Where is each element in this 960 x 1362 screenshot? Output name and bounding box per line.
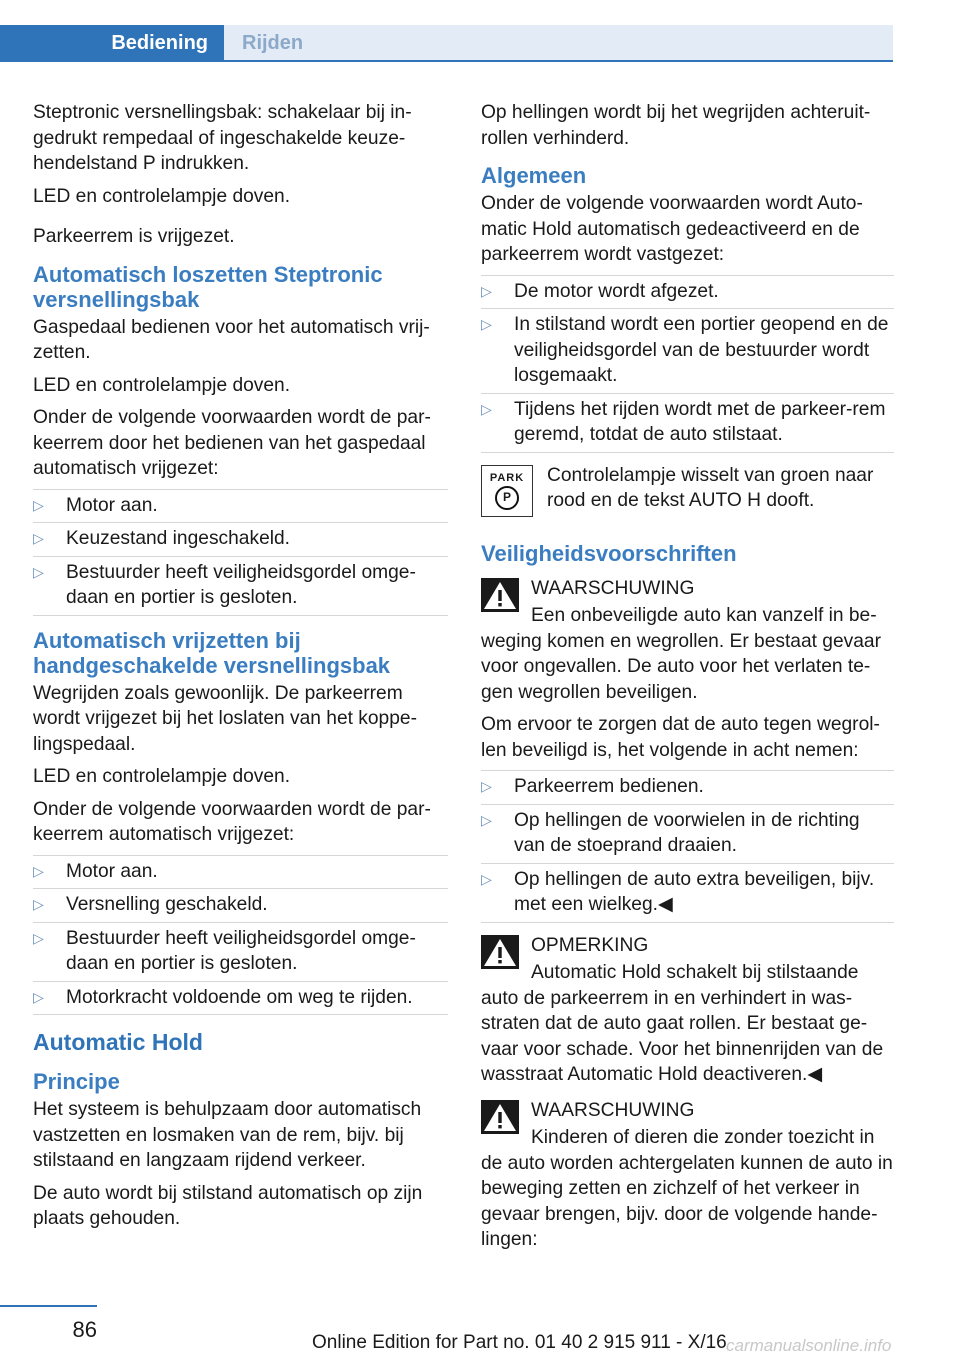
- triangle-bullet-icon: ▷: [481, 870, 492, 887]
- section-heading: Automatisch vrijzetten bij handgeschakelde versnellingsbak: [33, 627, 391, 678]
- triangle-bullet-icon: ▷: [481, 778, 492, 794]
- paragraph: LED en controlelampje doven.: [33, 766, 291, 787]
- list-item: ▷ Tijdens het rijden wordt met de parkeer‐rem geremd, totdat de auto stilstaat.: [481, 394, 894, 453]
- page-number: 86: [72, 1317, 97, 1342]
- section-heading: Automatisch loszetten Steptronic versnellingsbak: [33, 261, 383, 312]
- triangle-bullet-icon: ▷: [481, 400, 492, 417]
- list-item: ▷ Motor aan.: [33, 856, 448, 890]
- tab-rijden[interactable]: Rijden: [224, 25, 893, 61]
- warning-text: Kinderen of dieren die zonder toezicht in de auto worden achtergelaten kunnen de auto in beweging zetten en zichzelf of het verkeer in gevaar brengen, bijv. door de volgende hande‐lingen:: [481, 1127, 893, 1250]
- page-header: [0, 0, 960, 62]
- watermark: carmanualsonline.info: [726, 1336, 892, 1355]
- paragraph: Op hellingen wordt bij het wegrijden achteruit‐rollen verhinderd.: [481, 102, 871, 149]
- list-item: ▷ De motor wordt afgezet.: [481, 276, 894, 310]
- bullet-list: [481, 275, 894, 453]
- warning-block: [481, 576, 894, 706]
- triangle-bullet-icon: ▷: [481, 811, 492, 828]
- note-text: Automatic Hold schakelt bij stilstaande auto de parkeerrem in en verhindert in was‐straten dat de auto gaat rollen. Er bestaat ge‐vaar voor schade. Voor het binnenrijden van de wasstraat Automatic Hold deactiveren.◀: [481, 962, 884, 1085]
- page-number-rule: [0, 1305, 97, 1307]
- triangle-bullet-icon: ▷: [33, 496, 44, 513]
- warning-title: WAARSCHUWING: [531, 577, 695, 599]
- section-heading: Principe: [33, 1069, 120, 1094]
- tab-bediening[interactable]: Bediening: [0, 25, 224, 61]
- paragraph: De auto wordt bij stilstand automatisch op zijn plaats gehouden.: [33, 1182, 423, 1229]
- paragraph: Om ervoor te zorgen dat de auto tegen wegrol‐len beveiligd is, het volgende in acht nemen:: [481, 714, 880, 761]
- paragraph: Onder de volgende voorwaarden wordt de par‐keerrem door het bedienen van het gaspedaal automatisch vrijgezet:: [33, 407, 431, 479]
- triangle-bullet-icon: ▷: [33, 896, 44, 912]
- list-item: ▷ In stilstand wordt een portier geopend en de veiligheidsgordel van de bestuurder wordt losgemaakt.: [481, 309, 894, 394]
- note-title: OPMERKING: [531, 934, 649, 956]
- list-item: ▷ Motor aan.: [33, 490, 448, 524]
- triangle-bullet-icon: ▷: [33, 862, 44, 879]
- park-brake-icon: PARK P: [481, 465, 533, 517]
- chapter-heading: Automatic Hold: [33, 1029, 203, 1055]
- paragraph: Parkeerrem is vrijgezet.: [33, 226, 235, 247]
- right-column: [481, 100, 894, 1260]
- triangle-bullet-icon: ▷: [33, 530, 44, 546]
- paragraph: Onder de volgende voorwaarden wordt de par‐keerrem automatisch vrijgezet:: [33, 798, 431, 845]
- paragraph: LED en controlelampje doven.: [33, 185, 291, 207]
- triangle-bullet-icon: ▷: [33, 929, 44, 946]
- list-item: ▷ Parkeerrem bedienen.: [481, 771, 894, 805]
- triangle-bullet-icon: ▷: [33, 988, 44, 1005]
- paragraph: Wegrijden zoals gewoonlijk. De parkeerrem wordt vrijgezet bij het loslaten van het koppe‐lingspedaal.: [33, 682, 417, 755]
- paragraph: Gaspedaal bedienen voor het automatisch vrij‐zetten.: [33, 316, 430, 363]
- warning-text: Een onbeveiligde auto kan vanzelf in be‐weging komen en wegrollen. Er bestaat gevaar voor ongevallen. De auto voor het verlaten te‐gen wegrollen beveiligen.: [481, 605, 881, 703]
- triangle-bullet-icon: ▷: [481, 316, 492, 332]
- edition-footer: Online Edition for Part no. 01 40 2 915 911 - X/16: [312, 1332, 727, 1353]
- header-rule: [0, 60, 893, 62]
- park-indicator-note: [481, 463, 894, 529]
- paragraph: LED en controlelampje doven.: [33, 374, 291, 396]
- bullet-list: [33, 489, 448, 616]
- warning-block: [481, 1098, 894, 1253]
- warning-title: WAARSCHUWING: [531, 1099, 695, 1121]
- note-block: [481, 933, 894, 1088]
- left-column: [33, 100, 448, 1239]
- paragraph: Het systeem is behulpzaam door automatisch vastzetten en losmaken van de rem, bijv. bij stilstaand en langzaam rijdend verkeer.: [33, 1099, 422, 1171]
- triangle-bullet-icon: ▷: [481, 282, 492, 299]
- warning-triangle-icon: [481, 1100, 519, 1134]
- paragraph: Onder de volgende voorwaarden wordt Auto‐matic Hold automatisch gedeactiveerd en de parkeerrem wordt vastgezet:: [481, 193, 863, 265]
- warning-triangle-icon: [481, 935, 519, 969]
- list-item: ▷ Keuzestand ingeschakeld.: [33, 523, 448, 557]
- list-item: ▷ Bestuurder heeft veiligheidsgordel omge‐daan en portier is gesloten.: [33, 557, 448, 616]
- bullet-list: [481, 770, 894, 923]
- section-heading: Algemeen: [481, 163, 587, 188]
- list-item: ▷ Motorkracht voldoende om weg te rijden.: [33, 982, 448, 1016]
- list-item: ▷ Versnelling geschakeld.: [33, 889, 448, 923]
- list-item: ▷ Op hellingen de voorwielen in de richting van de stoeprand draaien.: [481, 805, 894, 864]
- paragraph: Steptronic versnellingsbak: schakelaar bij in‐gedrukt rempedaal of ingeschakelde keuze‐hendelstand P indrukken.: [33, 102, 412, 174]
- warning-triangle-icon: [481, 578, 519, 612]
- list-item: ▷ Bestuurder heeft veiligheidsgordel omge‐daan en portier is gesloten.: [33, 923, 448, 982]
- park-note-text: Controlelampje wisselt van groen naar rood en de tekst AUTO H dooft.: [547, 464, 874, 511]
- section-heading: Veiligheidsvoorschriften: [481, 540, 737, 566]
- triangle-bullet-icon: ▷: [33, 563, 44, 580]
- bullet-list: [33, 855, 448, 1016]
- list-item: ▷ Op hellingen de auto extra beveiligen, bijv. met een wielkeg.◀: [481, 864, 894, 923]
